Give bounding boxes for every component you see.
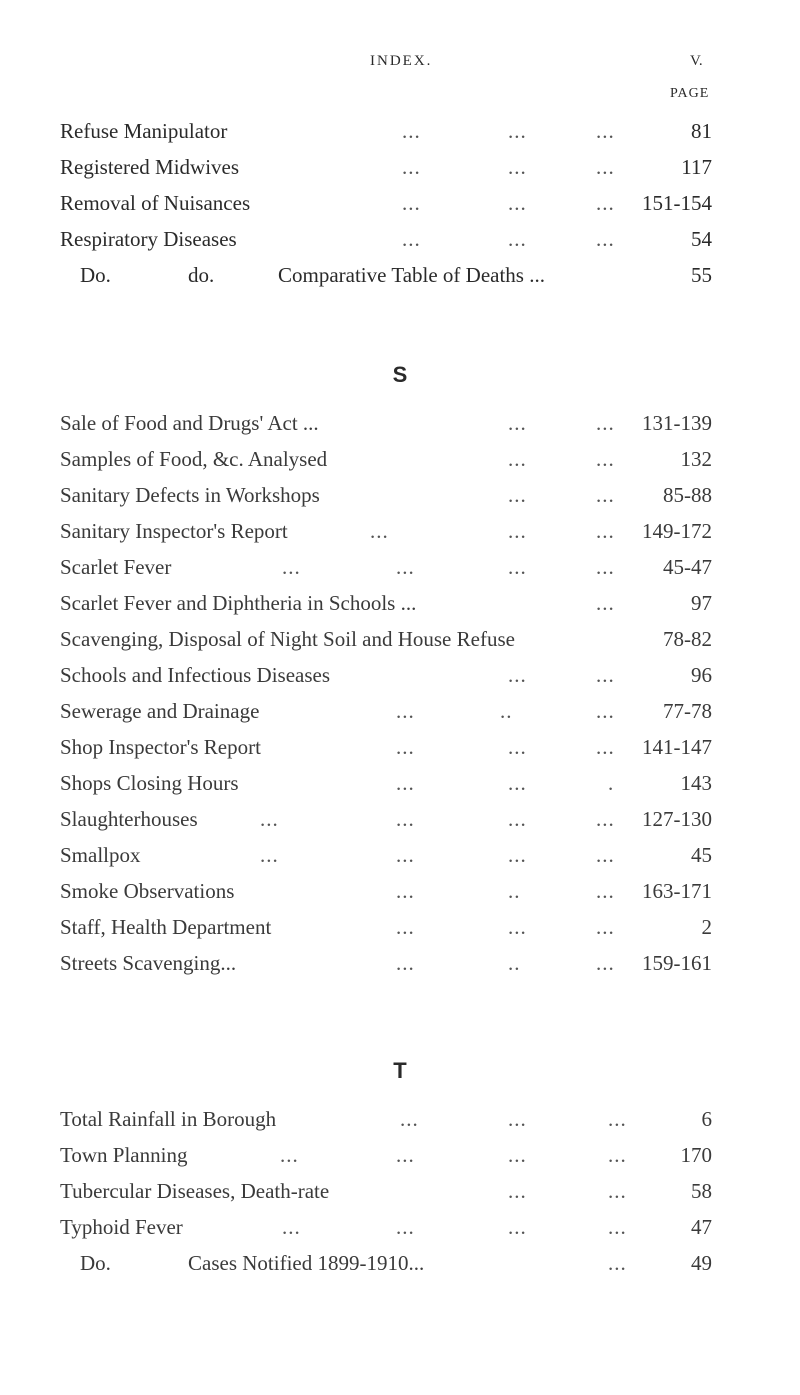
index-entry <box>60 480 712 510</box>
leader-dots: . <box>608 771 615 795</box>
entry-label: Sanitary Inspector's Report <box>60 519 288 543</box>
leader-dots: ... <box>260 807 279 831</box>
leader-dots: .. <box>508 879 521 903</box>
leader-dots: ... <box>608 1215 627 1239</box>
index-entry <box>60 840 712 870</box>
entry-label: Smallpox <box>60 843 141 867</box>
leader-dots: ... <box>596 227 615 251</box>
leader-dots: ... <box>508 155 527 179</box>
leader-dots: ... <box>596 699 615 723</box>
leader-dots: ... <box>596 807 615 831</box>
entry-page: 45 <box>691 843 712 867</box>
entry-label: Total Rainfall in Borough <box>60 1107 277 1131</box>
index-entry <box>60 768 712 798</box>
entry-page: 170 <box>680 1143 712 1167</box>
index-entry <box>60 516 712 546</box>
leader-dots: ... <box>596 555 615 579</box>
index-entry <box>60 732 712 762</box>
index-entry <box>60 116 712 146</box>
index-entry <box>60 804 712 834</box>
entry-page: 85-88 <box>663 483 712 507</box>
index-entry <box>60 188 712 218</box>
page-column-label: PAGE <box>670 86 710 101</box>
leader-dots: ... <box>596 519 615 543</box>
section-letter-s: S <box>392 362 408 387</box>
leader-dots: ... <box>596 191 615 215</box>
index-entry <box>60 1176 712 1206</box>
leader-dots: ... <box>396 699 415 723</box>
leader-dots: ... <box>396 771 415 795</box>
leader-dots: ... <box>596 663 615 687</box>
index-entry <box>60 552 712 582</box>
index-entry <box>60 224 712 254</box>
index-entry <box>60 948 712 978</box>
entry-page: 47 <box>691 1215 712 1239</box>
leader-dots: ... <box>508 555 527 579</box>
entry-label: Samples of Food, &c. Analysed <box>60 447 328 471</box>
leader-dots: ... <box>402 155 421 179</box>
entry-page: 131-139 <box>642 411 712 435</box>
leader-dots: ... <box>396 879 415 903</box>
leader-dots: ... <box>260 843 279 867</box>
entry-label: Respiratory Diseases <box>60 227 237 251</box>
entry-label: Removal of Nuisances <box>60 191 251 215</box>
index-entry <box>60 152 712 182</box>
index-entry <box>60 696 712 726</box>
leader-dots: ... <box>508 771 527 795</box>
entry-label: Refuse Manipulator <box>60 119 228 143</box>
entry-page: 151-154 <box>642 191 712 215</box>
entry-label: Typhoid Fever <box>60 1215 183 1239</box>
leader-dots: .. <box>508 951 521 975</box>
entry-page: 143 <box>680 771 712 795</box>
index-entry <box>60 660 712 690</box>
entry-page: 159-161 <box>642 951 712 975</box>
index-entry <box>60 1140 712 1170</box>
entry-label: Shop Inspector's Report <box>60 735 261 759</box>
index-entry <box>60 444 712 474</box>
leader-dots: ... <box>508 1107 527 1131</box>
entry-label: Scarlet Fever and Diphtheria in Schools ... <box>60 591 417 615</box>
entry-label: Scarlet Fever <box>60 555 172 579</box>
leader-dots: ... <box>596 119 615 143</box>
leader-dots: ... <box>370 519 389 543</box>
page-number: V. <box>690 53 703 69</box>
entry-page: 2 <box>701 915 712 939</box>
index-entry <box>60 624 712 654</box>
leader-dots: ... <box>402 191 421 215</box>
leader-dots: ... <box>508 1215 527 1239</box>
entry-page: 77-78 <box>663 699 712 723</box>
leader-dots: ... <box>508 807 527 831</box>
index-entry <box>60 1104 712 1134</box>
leader-dots: ... <box>508 483 527 507</box>
leader-dots: ... <box>396 951 415 975</box>
leader-dots: ... <box>396 555 415 579</box>
entry-page: 6 <box>701 1107 712 1131</box>
entry-label: Streets Scavenging... <box>60 951 237 975</box>
index-entry <box>60 260 712 290</box>
leader-dots: ... <box>508 119 527 143</box>
leader-dots: ... <box>596 735 615 759</box>
entry-page: 141-147 <box>642 735 712 759</box>
leader-dots: ... <box>508 519 527 543</box>
leader-dots: ... <box>608 1251 627 1275</box>
leader-dots: ... <box>508 915 527 939</box>
entry-page: 81 <box>691 119 712 143</box>
leader-dots: ... <box>282 555 301 579</box>
entry-page: 78-82 <box>663 627 712 651</box>
entry-page: 117 <box>681 155 712 179</box>
leader-dots: ... <box>596 591 615 615</box>
entry-label: Town Planning <box>60 1143 188 1167</box>
index-entry <box>60 408 712 438</box>
leader-dots: ... <box>282 1215 301 1239</box>
entry-label: Registered Midwives <box>60 155 240 179</box>
leader-dots: ... <box>596 411 615 435</box>
leader-dots: ... <box>596 447 615 471</box>
page-header-title: INDEX. <box>370 53 433 69</box>
entry-page: 149-172 <box>642 519 712 543</box>
leader-dots: ... <box>596 879 615 903</box>
leader-dots: .. <box>500 699 513 723</box>
leader-dots: ... <box>608 1107 627 1131</box>
entry-page: 55 <box>691 263 712 287</box>
leader-dots: ... <box>280 1143 299 1167</box>
index-entry <box>60 876 712 906</box>
ditto-mark: do. <box>188 263 215 287</box>
leader-dots: ... <box>396 843 415 867</box>
ditto-mark: Do. <box>80 263 111 287</box>
leader-dots: ... <box>508 663 527 687</box>
index-entry <box>60 912 712 942</box>
entry-label: Slaughterhouses <box>60 807 198 831</box>
leader-dots: ... <box>396 1143 415 1167</box>
entry-label: Sanitary Defects in Workshops <box>60 483 320 507</box>
leader-dots: ... <box>508 1179 527 1203</box>
leader-dots: ... <box>396 807 415 831</box>
entry-label: Scavenging, Disposal of Night Soil and House Refuse <box>60 627 515 651</box>
entry-label: Shops Closing Hours <box>60 771 239 795</box>
entry-page: 96 <box>691 663 712 687</box>
entry-label: Staff, Health Department <box>60 915 272 939</box>
entry-label: Cases Notified 1899-1910... <box>188 1251 425 1275</box>
index-entry <box>60 1212 712 1242</box>
entry-label: Schools and Infectious Diseases <box>60 663 331 687</box>
index-entry <box>60 588 712 618</box>
leader-dots: ... <box>508 191 527 215</box>
index-entry <box>60 1248 712 1278</box>
entry-page: 163-171 <box>642 879 712 903</box>
entry-label: Tubercular Diseases, Death-rate <box>60 1179 330 1203</box>
leader-dots: ... <box>508 1143 527 1167</box>
section-letter-t: T <box>393 1058 407 1083</box>
entry-page: 97 <box>691 591 712 615</box>
leader-dots: ... <box>596 155 615 179</box>
leader-dots: ... <box>608 1143 627 1167</box>
entry-label: Sale of Food and Drugs' Act ... <box>60 411 319 435</box>
leader-dots: ... <box>400 1107 419 1131</box>
ditto-mark: Do. <box>80 1251 111 1275</box>
entry-page: 58 <box>691 1179 712 1203</box>
leader-dots: ... <box>396 915 415 939</box>
leader-dots: ... <box>402 119 421 143</box>
leader-dots: ... <box>608 1179 627 1203</box>
entry-label: Comparative Table of Deaths ... <box>278 263 545 287</box>
leader-dots: ... <box>508 227 527 251</box>
entry-page: 127-130 <box>642 807 712 831</box>
leader-dots: ... <box>396 735 415 759</box>
leader-dots: ... <box>508 411 527 435</box>
leader-dots: ... <box>396 1215 415 1239</box>
leader-dots: ... <box>596 843 615 867</box>
leader-dots: ... <box>508 735 527 759</box>
leader-dots: ... <box>596 915 615 939</box>
entry-page: 49 <box>691 1251 712 1275</box>
entry-page: 45-47 <box>663 555 712 579</box>
leader-dots: ... <box>508 447 527 471</box>
leader-dots: ... <box>596 951 615 975</box>
entry-label: Sewerage and Drainage <box>60 699 260 723</box>
leader-dots: ... <box>508 843 527 867</box>
entry-page: 54 <box>691 227 712 251</box>
leader-dots: ... <box>596 483 615 507</box>
entry-label: Smoke Observations <box>60 879 235 903</box>
entry-page: 132 <box>680 447 712 471</box>
leader-dots: ... <box>402 227 421 251</box>
